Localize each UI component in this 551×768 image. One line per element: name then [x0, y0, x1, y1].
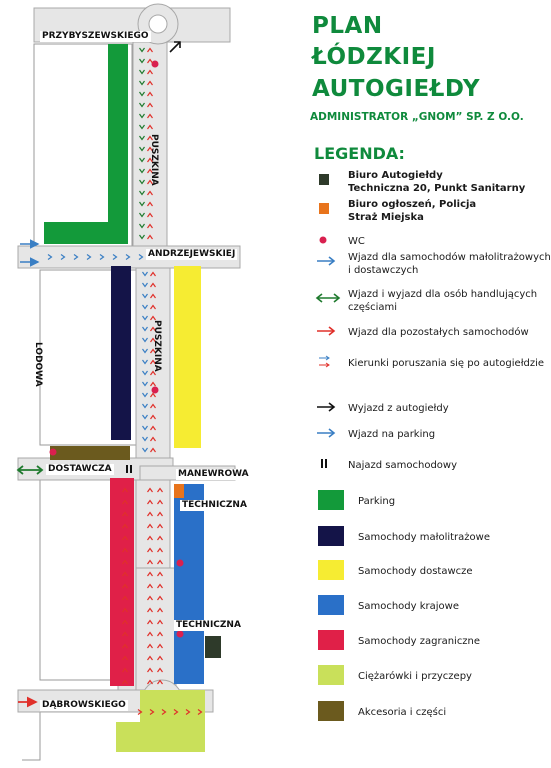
- zone-office: [205, 636, 221, 658]
- legend-marker-block: [314, 560, 344, 590]
- legend-marker-arrow-right: [314, 426, 344, 456]
- street-label-techniczna-1: TECHNICZNA: [182, 500, 247, 510]
- administrator-subtitle: ADMINISTRATOR „GNOM” SP. Z O.O.: [310, 111, 524, 123]
- title-line-1: PLAN: [312, 13, 383, 39]
- legend-label-line: i dostawczych: [348, 264, 419, 276]
- legend-label: [348, 289, 537, 314]
- street-label-lodowa: LODOWA: [33, 342, 43, 387]
- legend-label: [348, 358, 544, 371]
- street-label-puszkina-north: PUSZKINA: [149, 134, 159, 186]
- legend-label-line: Wyjazd z autogiełdy: [348, 403, 449, 414]
- legend-label: [348, 460, 457, 473]
- legend-label: [348, 236, 365, 249]
- legend-label-line: Biuro Autogiełdy: [348, 170, 443, 181]
- legend-marker-ramp: [314, 457, 344, 487]
- legend-marker-arrow-right: [314, 324, 344, 354]
- legend-label-line: Ciężarówki i przyczepy: [358, 671, 472, 682]
- street-label-dabrowskiego: DĄBROWSKIEGO: [42, 700, 126, 710]
- legend-marker-block: [314, 665, 344, 695]
- wc-marker: [50, 449, 57, 456]
- title-line-3: AUTOGIEŁDY: [312, 76, 480, 102]
- legend-label: [348, 170, 525, 195]
- legend-label: [348, 252, 551, 277]
- legend-label: [358, 636, 480, 649]
- legend-panel: [300, 0, 551, 768]
- street-label-przybyszewskiego: PRZYBYSZEWSKIEGO: [42, 31, 149, 41]
- zone-small-cars: [111, 266, 131, 440]
- legend-label-line: częściami: [348, 301, 398, 313]
- legend-label: [358, 671, 472, 684]
- street-label-andrzejewskiej: ANDRZEJEWSKIEJ: [148, 249, 236, 259]
- street-label-dostawcza: DOSTAWCZA: [48, 464, 112, 474]
- legend-label: [358, 566, 473, 579]
- legend-label-line: Wjazd na parking: [348, 429, 436, 440]
- legend-label-line: Straż Miejska: [348, 211, 424, 223]
- legend-label: [358, 707, 446, 720]
- wc-marker: [152, 61, 159, 68]
- street-label-techniczna-2: TECHNICZNA: [176, 620, 241, 630]
- zone-domestic-cars: [174, 484, 204, 684]
- legend-marker-block: [314, 701, 344, 731]
- legend-marker-arrow-both: [314, 291, 344, 321]
- wc-marker: [177, 631, 184, 638]
- legend-label-line: Samochody krajowe: [358, 601, 459, 612]
- zone-foreign-cars: [110, 478, 134, 686]
- legend-label-line: Biuro ogłoszeń, Policja: [348, 199, 477, 210]
- legend-label-line: Najazd samochodowy: [348, 460, 458, 471]
- road-puszkina-south: [136, 268, 170, 568]
- legend-marker-block: [314, 630, 344, 660]
- legend-label-line: Techniczna 20, Punkt Sanitarny: [348, 182, 526, 194]
- legend-marker-square: [314, 172, 344, 202]
- title-line-2: ŁÓDZKIEJ: [312, 44, 436, 70]
- zone-ads-office: [174, 484, 184, 498]
- legend-label-line: Wjazd dla samochodów małolitrażowych: [348, 252, 551, 263]
- legend-label-line: Samochody dostawcze: [358, 566, 473, 577]
- legend-label-line: Akcesoria i części: [358, 707, 447, 718]
- legend-label: [348, 429, 435, 442]
- legend-label: [348, 327, 529, 340]
- legend-label: [358, 496, 395, 509]
- road-south-lane: [136, 568, 176, 698]
- legend-label-line: WC: [348, 236, 365, 247]
- legend-label-line: Wjazd dla pozostałych samochodów: [348, 327, 529, 338]
- legend-marker-small-arrows: [314, 355, 344, 385]
- wc-marker: [177, 560, 184, 567]
- legend-label-line: Wjazd i wyjazd dla osób handlujących: [348, 289, 538, 300]
- zone-parking: [44, 44, 128, 244]
- legend-label: [348, 199, 476, 224]
- legend-label-line: Samochody małolitrażowe: [358, 532, 490, 543]
- legend-marker-block: [314, 595, 344, 625]
- legend-marker-square: [314, 201, 344, 231]
- legend-label: [348, 403, 449, 416]
- legend-marker-arrow-right: [314, 254, 344, 284]
- exit-arrow-black: [170, 42, 180, 52]
- zone-accessories: [50, 446, 130, 460]
- wc-marker: [152, 387, 159, 394]
- legend-label-line: Parking: [358, 496, 396, 507]
- legend-label: [358, 532, 490, 545]
- legend-label-line: Kierunki poruszania się po autogiełdzie: [348, 358, 545, 369]
- street-label-manewrowa: MANEWROWA: [178, 469, 249, 479]
- legend-marker-block: [314, 526, 344, 556]
- legend-marker-block: [314, 490, 344, 520]
- street-label-puszkina-south: PUSZKINA: [152, 320, 162, 372]
- legend-heading: LEGENDA:: [314, 144, 405, 163]
- zone-delivery: [174, 266, 201, 448]
- legend-label-line: Samochody zagraniczne: [358, 636, 481, 647]
- legend-label: [358, 601, 459, 614]
